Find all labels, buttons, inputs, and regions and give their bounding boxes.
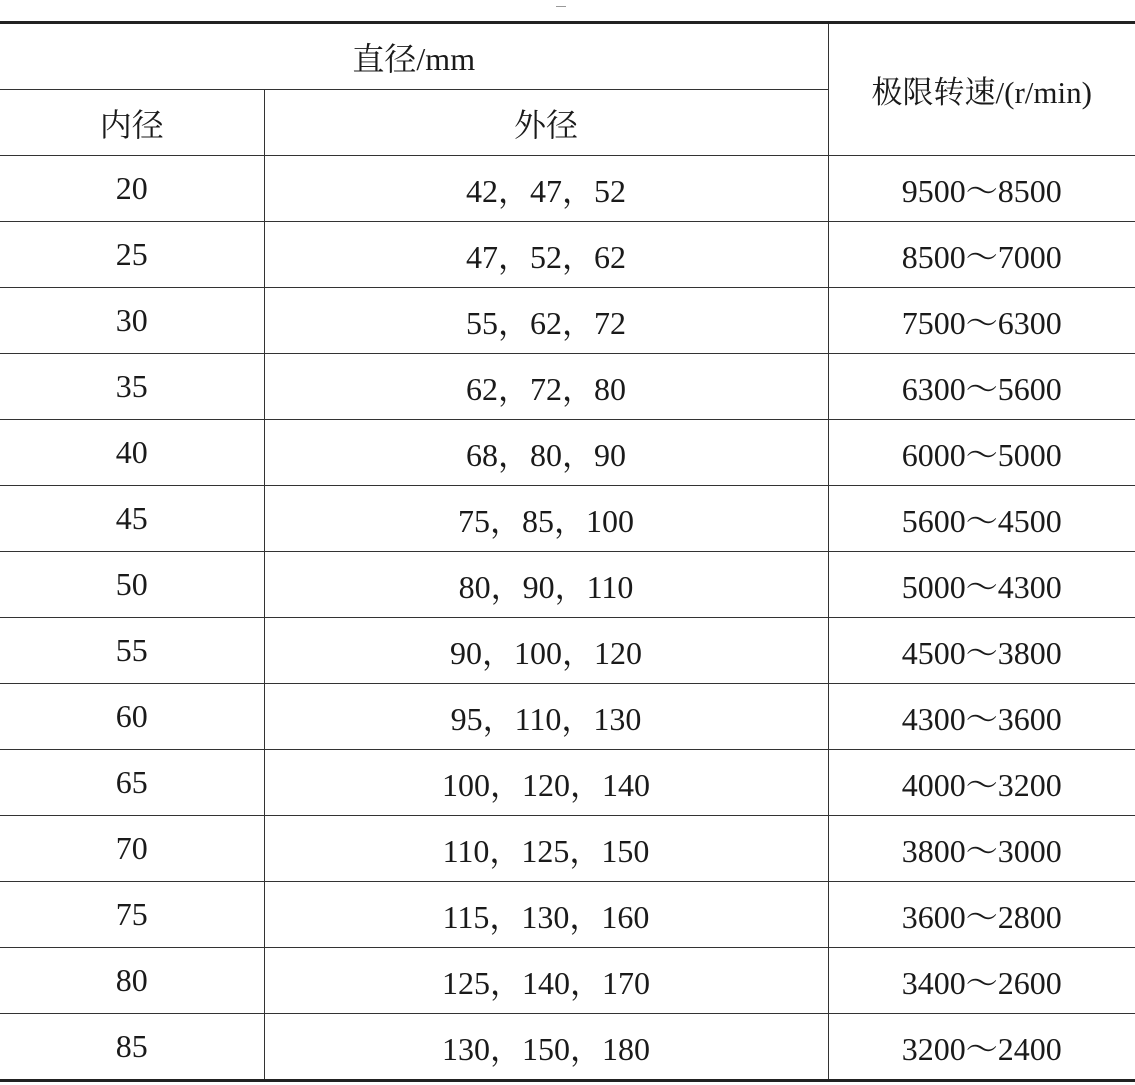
speed-limit-header: 极限转速/(r/min) [828, 23, 1135, 156]
outer-diameter-cell: 115，130，160 [264, 882, 828, 948]
inner-diameter-header: 内径 [0, 90, 264, 156]
outer-diameter-cell: 100，120，140 [264, 750, 828, 816]
outer-diameter-cell: 130，150，180 [264, 1014, 828, 1081]
header-row-1 [0, 23, 1135, 90]
speed-limit-cell: 6300～5600 [828, 354, 1135, 420]
outer-diameter-cell: 95，110，130 [264, 684, 828, 750]
speed-limit-cell: 3200～2400 [828, 1014, 1135, 1081]
speed-limit-cell: 9500～8500 [828, 156, 1135, 222]
outer-diameter-header: 外径 [264, 90, 828, 156]
speed-limit-cell: 8500～7000 [828, 222, 1135, 288]
inner-diameter-cell: 40 [0, 420, 264, 486]
outer-diameter-cell: 90，100，120 [264, 618, 828, 684]
table-row [0, 288, 1135, 354]
table-row [0, 420, 1135, 486]
outer-diameter-cell: 42，47，52 [264, 156, 828, 222]
table-row [0, 948, 1135, 1014]
diameter-group-header: 直径/mm [352, 40, 476, 77]
table-row [0, 1014, 1135, 1081]
outer-diameter-cell: 62，72，80 [264, 354, 828, 420]
speed-limit-cell: 5600～4500 [828, 486, 1135, 552]
speed-limit-cell: 4300～3600 [828, 684, 1135, 750]
speed-limit-cell: 4500～3800 [828, 618, 1135, 684]
outer-diameter-cell: 55，62，72 [264, 288, 828, 354]
table-row [0, 816, 1135, 882]
inner-diameter-cell: 70 [0, 816, 264, 882]
outer-diameter-cell: 80，90，110 [264, 552, 828, 618]
table-row [0, 486, 1135, 552]
outer-diameter-cell: 75，85，100 [264, 486, 828, 552]
inner-diameter-cell: 50 [0, 552, 264, 618]
speed-limit-cell: 5000～4300 [828, 552, 1135, 618]
speed-limit-cell: 3800～3000 [828, 816, 1135, 882]
inner-diameter-cell: 35 [0, 354, 264, 420]
table-row [0, 618, 1135, 684]
table-row [0, 684, 1135, 750]
inner-diameter-cell: 30 [0, 288, 264, 354]
inner-diameter-cell: 80 [0, 948, 264, 1014]
speed-limit-cell: 4000～3200 [828, 750, 1135, 816]
outer-diameter-cell: 68，80，90 [264, 420, 828, 486]
inner-diameter-cell: 55 [0, 618, 264, 684]
outer-diameter-cell: 125，140，170 [264, 948, 828, 1014]
table-row [0, 354, 1135, 420]
table-row [0, 156, 1135, 222]
inner-diameter-cell: 60 [0, 684, 264, 750]
outer-diameter-cell: 47，52，62 [264, 222, 828, 288]
inner-diameter-cell: 20 [0, 156, 264, 222]
speed-limit-cell: 6000～5000 [828, 420, 1135, 486]
table-row [0, 222, 1135, 288]
outer-diameter-cell: 110，125，150 [264, 816, 828, 882]
speed-limit-cell: 7500～6300 [828, 288, 1135, 354]
table-row [0, 552, 1135, 618]
table-header [0, 23, 1135, 156]
bearing-speed-table [0, 21, 1135, 1082]
speed-limit-cell: 3600～2800 [828, 882, 1135, 948]
speed-limit-cell: 3400～2600 [828, 948, 1135, 1014]
inner-diameter-cell: 85 [0, 1014, 264, 1081]
table-row [0, 882, 1135, 948]
table-row [0, 750, 1135, 816]
inner-diameter-cell: 65 [0, 750, 264, 816]
inner-diameter-cell: 75 [0, 882, 264, 948]
inner-diameter-cell: 45 [0, 486, 264, 552]
page-top-mark [556, 0, 566, 7]
inner-diameter-cell: 25 [0, 222, 264, 288]
table-body [0, 156, 1135, 1081]
